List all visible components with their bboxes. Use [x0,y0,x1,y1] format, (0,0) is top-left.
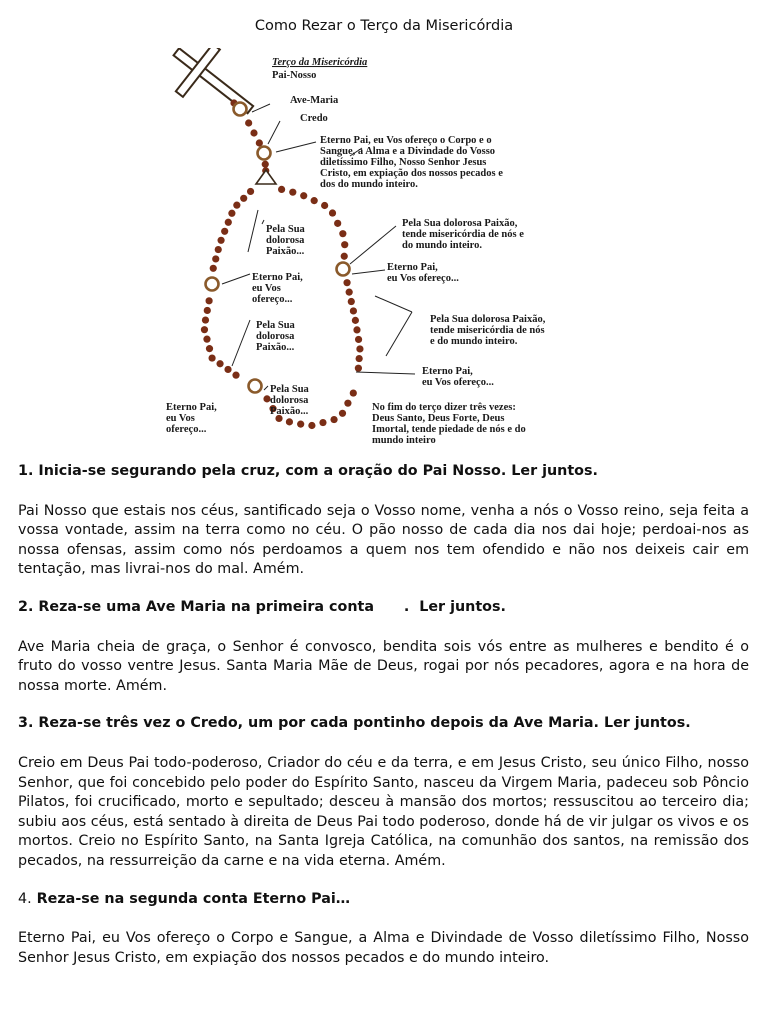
prayer-content [18,462,749,986]
leader-line [262,220,264,224]
small-bead [321,202,328,209]
small-bead [233,202,240,209]
small-bead [228,210,235,217]
label-credo: Credo [300,113,328,124]
small-bead [346,289,353,296]
small-bead [203,336,210,343]
small-bead [208,354,215,361]
small-bead [201,326,208,333]
large-bead [337,263,350,276]
small-bead [339,410,346,417]
small-bead [247,188,254,195]
label-pela-sua-bottom: Pela Sua dolorosa Paixão... [270,384,309,417]
page-title: Como Rezar o Terço da Misericórdia [254,18,514,34]
rosary-diagram [150,48,620,448]
small-bead [286,418,293,425]
leader-line [375,296,412,312]
leader-line [248,210,258,252]
label-eterno-pai-full: Eterno Pai, eu Vos ofereço o Corpo e o Sangue, a Alma e a Divindade do Vosso diletíssimo Filho, Nosso Senhor Jesus Cristo, em expiação dos nossos pecados e dos do mundo inteiro. [320,135,503,190]
small-bead [311,197,318,204]
section-4-body: Eterno Pai, eu Vos ofereço o Corpo e Sangue, a Alma e Divindade de Vosso diletíssimo Filho, Nosso Senhor Jesus Cristo, em expiação dos nossos pecados e do mundo inteiro. [18,930,749,966]
section-3-body: Creio em Deus Pai todo-poderoso, Criador do céu e da terra, e em Jesus Cristo, seu único Filho, nosso Senhor, que foi concebido pelo poder do Espírito Santo, nasceu da Virgem Maria, padeceu sob Pôncio Pilatos, foi crucificado, morto e sepultado; desceu à mansão dos mortos; ressuscitou ao terceiro dia; subiu aos céus, está sentado à direita de Deus Pai todo poderoso, donde há de vir julgar os vivos e os mortos. Creio no Espírito Santo, na Santa Igreja Católica, na comunhão dos santos, na remissão dos pecados, na ressurreição da carne e na vida eterna. Amém. [18,754,749,869]
small-bead [300,192,307,199]
small-bead [202,316,209,323]
small-bead [350,307,357,314]
label-eterno-pai-bottom-left: Eterno Pai, eu Vos ofereço... [166,402,217,435]
section-3-heading: 3. Reza-se três vez o Credo, um por cada pontinho depois da Ave Maria. Ler juntos. [18,715,691,732]
leader-line [386,312,412,356]
small-bead [221,228,228,235]
center-medal [256,170,276,184]
large-bead [258,147,271,160]
section-2-heading: 2. Reza-se uma Ave Maria na primeira conta . Ler juntos. [18,598,506,615]
label-ave-maria: Ave-Maria [290,95,339,106]
small-bead [339,230,346,237]
small-bead [356,355,363,362]
small-bead [344,400,351,407]
small-bead [217,237,224,244]
small-bead [329,209,336,216]
small-bead [205,297,212,304]
label-eterno-pai-right-2: Eterno Pai, eu Vos ofereço... [422,366,494,388]
leader-line [356,372,415,374]
small-bead [341,253,348,260]
section-2-body: Ave Maria cheia de graça, o Senhor é convosco, bendita sois vós entre as mulheres e bendito é o fruto do vosso ventre Jesus. Santa Maria Mãe de Deus, rogai por nós pecadores, agora e na hora de nossa morte. Amém. [18,638,749,694]
label-eterno-pai-left-1: Eterno Pai, eu Vos ofereço... [252,272,303,305]
small-bead [352,317,359,324]
small-bead [278,186,285,193]
label-pela-sua-right-2: Pela Sua dolorosa Paixão, tende misericórdia de nós e do mundo inteiro. [430,314,546,347]
small-bead [330,416,337,423]
small-bead [240,195,247,202]
section-1-heading: 1. Inicia-se segurando pela cruz, com a oração do Pai Nosso. Ler juntos. [18,463,598,479]
small-bead [334,220,341,227]
label-eterno-pai-right-1: Eterno Pai, eu Vos ofereço... [387,262,459,284]
small-bead [216,360,223,367]
leader-line [268,121,280,144]
large-bead [234,103,247,116]
small-bead [308,422,315,429]
small-bead [232,372,239,379]
small-bead [356,345,363,352]
small-bead [212,255,219,262]
small-bead [355,365,362,372]
leader-line [350,226,396,264]
leader-line [264,386,268,390]
small-bead [319,419,326,426]
small-bead [204,307,211,314]
rosary-illustration [150,48,620,448]
section-4-heading: 4. Reza-se na segunda conta Eterno Pai… [18,890,351,907]
small-bead [348,298,355,305]
small-bead [343,279,350,286]
large-bead [206,278,219,291]
small-bead [289,189,296,196]
label-pai-nosso: Pai-Nosso [272,70,317,81]
large-bead [249,380,262,393]
small-bead [206,345,213,352]
small-bead [355,336,362,343]
diagram-heading: Terço da Misericórdia [272,57,368,68]
leader-line [252,104,270,112]
small-bead [215,246,222,253]
small-bead [341,241,348,248]
leader-line [222,274,250,284]
leader-line [276,142,316,152]
leader-line [352,270,385,274]
label-pela-sua-left-1: Pela Sua dolorosa Paixão... [266,224,305,257]
label-pela-sua-right-1: Pela Sua dolorosa Paixão, tende misericórdia de nós e do mundo inteiro. [402,218,524,251]
small-bead [250,129,257,136]
small-bead [297,421,304,428]
small-bead [353,326,360,333]
label-fim-do-terco: No fim do terço dizer três vezes: Deus Santo, Deus Forte, Deus Imortal, tende piedade de nós e do mundo inteiro [372,402,526,446]
small-bead [350,389,357,396]
label-pela-sua-left-2: Pela Sua dolorosa Paixão... [256,320,295,353]
small-bead [245,119,252,126]
small-bead [262,161,269,168]
small-bead [210,265,217,272]
small-bead [225,219,232,226]
leader-line [232,320,250,366]
section-1-body: Pai Nosso que estais nos céus, santificado seja o Vosso nome, venha a nós o Vosso reino, seja feita a vossa vontade, assim na terra como no céu. O pão nosso de cada dia nos dai hoje; perdoai-nos as nossa ofensas, assim como nós perdoamos a quem nos tem ofendido e não nos deixeis cair em tentação, mas livrai-nos do mal. Amém. [18,502,749,578]
small-bead [224,366,231,373]
